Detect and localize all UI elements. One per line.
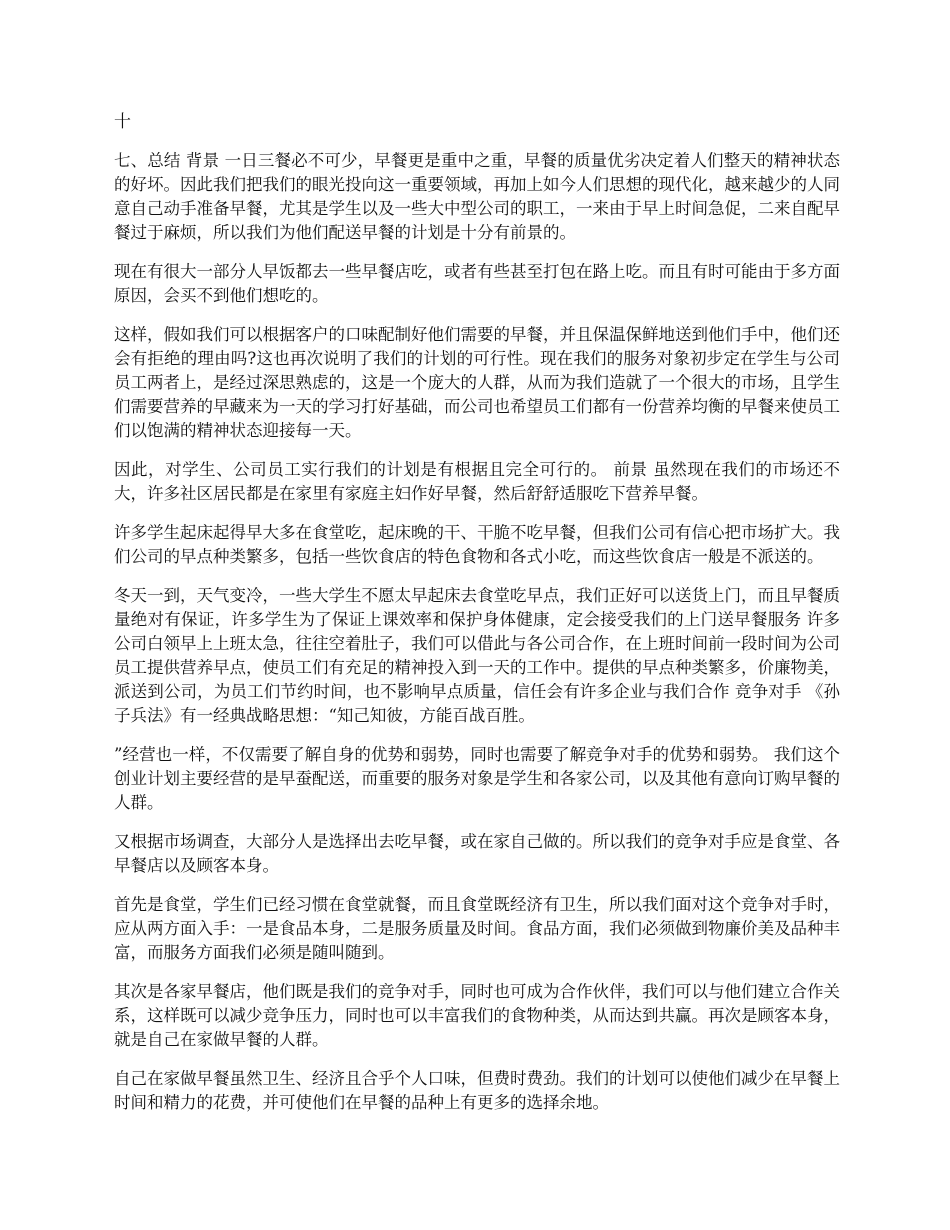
paragraph-feasibility: 这样，假如我们可以根据客户的口味配制好他们需要的早餐，并且保温保鲜地送到他们手中，他们还会有拒绝的理由吗?这也再次说明了我们的计划的可行性。现在我们的服务对象初步定在学生与公司员工两者上，是经过深思熟虑的，这是一个庞大的人群，从而为我们造就了一个很大的市场，且学生们需要营养的早藏来为一天的学习打好基础，而公司也希望员工们都有一份营养均衡的早餐来使员工们以饱满的精神状态迎接每一天。 (114, 325, 840, 440)
paragraph-prospects: 因此，对学生、公司员工实行我们的计划是有根据且完全可行的。 前景 虽然现在我们的市场还不大，许多社区居民都是在家里有家庭主妇作好早餐，然后舒舒适服吃下营养早餐。 (114, 460, 840, 503)
document-page (114, 110, 840, 1130)
paragraph-winter-service: 冬天一到，天气变冷，一些大学生不愿太早起床去食堂吃早点，我们正好可以送货上门，而且早餐质量绝对有保证，许多学生为了保证上课效率和保护身体健康，定会接受我们的上门送早餐服务 许多公司白领早上上班太急，往往空着肚子，我们可以借此与各公司合作，在上班时间前一段时间为公司员工提供营养早点，使员工们有充足的精神投入到一天的工作中。提供的早点种类繁多，价廉物美，派送到公司，为员工们节约时间，也不影响早点质量，信任会有许多企业与我们合作 竞争对手 《孙子兵法》有一经典战略思想：“知己知彼，方能百战百胜。 (114, 586, 840, 725)
paragraph-summary-background: 七、总结 背景 一日三餐必不可少，早餐更是重中之重，早餐的质量优劣决定着人们整天的精神状态的好坏。因此我们把我们的眼光投向这一重要领域，再加上如今人们思想的现代化，越来越少的人同意自己动手准备早餐，尤其是学生以及一些大中型公司的职工，一来由于早上时间急促，二来自配早餐过于麻烦，所以我们为他们配送早餐的计划是十分有前景的。 (114, 151, 840, 242)
section-number: 十 (114, 112, 131, 132)
paragraph-breakfast-habits: 现在有很大一部分人早饭都去一些早餐店吃，或者有些甚至打包在路上吃。而且有时可能由于多方面原因，会买不到他们想吃的。 (114, 262, 840, 305)
paragraph-competition-intro: ”经营也一样，不仅需要了解自身的优势和弱势，同时也需要了解竞争对手的优势和弱势。 我们这个创业计划主要经营的是早蚕配送，而重要的服务对象是学生和各家公司，以及其他有意向订购早餐的人群。 (114, 745, 840, 812)
paragraph-breakfast-shops: 其次是各家早餐店，他们既是我们的竞争对手，同时也可成为合作伙伴，我们可以与他们建立合作关系，这样既可以减少竞争压力，同时也可以丰富我们的食物种类，从而达到共赢。再次是顾客本身，就是自己在家做早餐的人群。 (114, 982, 840, 1049)
paragraph-students-market: 许多学生起床起得早大多在食堂吃，起床晚的干、干脆不吃早餐，但我们公司有信心把市场扩大。我们公司的早点种类繁多，包括一些饮食店的特色食物和各式小吃，而这些饮食店一般是不派送的。 (114, 523, 840, 566)
paragraph-canteen: 首先是食堂，学生们已经习惯在食堂就餐，而且食堂既经济有卫生，所以我们面对这个竞争对手时，应从两方面入手：一是食品本身，二是服务质量及时间。食品方面，我们必须做到物廉价美及品种丰富，而服务方面我们必须是随叫随到。 (114, 895, 840, 962)
paragraph-home-cooking: 自己在家做早餐虽然卫生、经济且合乎个人口味，但费时费劲。我们的计划可以使他们减少在早餐上时间和精力的花费，并可使他们在早餐的品种上有更多的选择余地。 (114, 1069, 840, 1112)
paragraph-market-survey: 又根据市场调查，大部分人是选择出去吃早餐，或在家自己做的。所以我们的竞争对手应是食堂、各早餐店以及顾客本身。 (114, 832, 840, 875)
